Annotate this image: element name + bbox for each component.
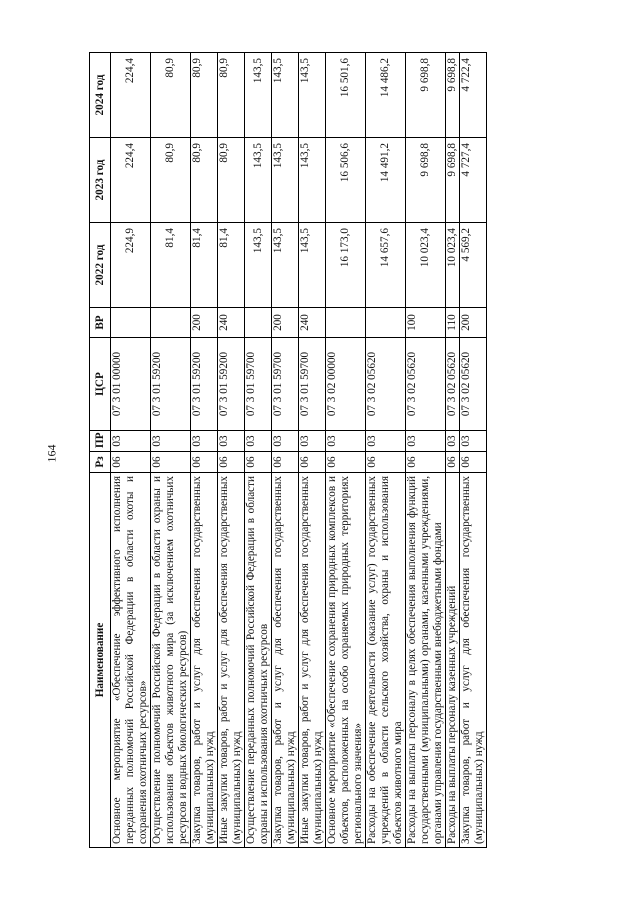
- table-row: [191, 53, 218, 848]
- table-row: [460, 53, 487, 848]
- row-vr-cell: 240: [299, 308, 326, 338]
- header-2023: 2023 год: [90, 138, 111, 223]
- row-name-cell: Расходы на обеспечение деятельности (оказание услуг) государственных учреждений в области сельского хозяйства, охраны и использования объектов животного мира: [366, 473, 406, 848]
- row-csr-cell: 07 3 01 59200: [191, 338, 218, 431]
- row-2024-cell: 143,5: [272, 53, 299, 138]
- row-csr-cell: 07 3 01 59200: [151, 338, 191, 431]
- row-2023-cell: 224,4: [111, 138, 151, 223]
- header-2024: 2024 год: [90, 53, 111, 138]
- header-row: [90, 53, 111, 848]
- row-2022-cell: 81,4: [218, 223, 245, 308]
- row-2024-cell: 14 486,2: [366, 53, 406, 138]
- row-rz-cell: 06: [218, 452, 245, 473]
- row-name-cell: Расходы на выплаты персоналу казенных учреждений: [446, 473, 460, 848]
- row-vr-cell: 200: [191, 308, 218, 338]
- row-2023-cell: 16 506,6: [326, 138, 366, 223]
- row-2022-cell: 81,4: [151, 223, 191, 308]
- row-vr-cell: 240: [218, 308, 245, 338]
- row-csr-cell: 07 3 01 00000: [111, 338, 151, 431]
- row-2023-cell: 143,5: [245, 138, 272, 223]
- row-2023-cell: 143,5: [299, 138, 326, 223]
- row-pr-cell: 03: [151, 431, 191, 452]
- table-row: [218, 53, 245, 848]
- row-pr-cell: 03: [326, 431, 366, 452]
- row-2024-cell: 80,9: [218, 53, 245, 138]
- row-2024-cell: 16 501,6: [326, 53, 366, 138]
- header-2022: 2022 год: [90, 223, 111, 308]
- table-row: [151, 53, 191, 848]
- row-2023-cell: 4 727,4: [460, 138, 487, 223]
- row-2024-cell: 80,9: [151, 53, 191, 138]
- header-name: Наименование: [90, 473, 111, 848]
- table-row: [406, 53, 446, 848]
- rotated-table-container: [89, 53, 556, 848]
- row-2023-cell: 9 698,8: [406, 138, 446, 223]
- row-vr-cell: [326, 308, 366, 338]
- row-name-cell: Закупка товаров, работ и услуг для обеспечения государственных (муниципальных) нужд: [191, 473, 218, 848]
- row-2024-cell: 9 698,8: [406, 53, 446, 138]
- row-2024-cell: 9 698,8: [446, 53, 460, 138]
- row-2023-cell: 9 698,8: [446, 138, 460, 223]
- row-rz-cell: 06: [406, 452, 446, 473]
- row-vr-cell: 100: [406, 308, 446, 338]
- row-csr-cell: 07 3 01 59200: [218, 338, 245, 431]
- row-name-cell: Иные закупки товаров, работ и услуг для обеспечения государственных (муниципальных) нужд: [299, 473, 326, 848]
- row-2023-cell: 14 491,2: [366, 138, 406, 223]
- table-row: [446, 53, 460, 848]
- row-csr-cell: 07 3 02 05620: [460, 338, 487, 431]
- table-row: [366, 53, 406, 848]
- header-csr: ЦСР: [90, 338, 111, 431]
- row-vr-cell: 200: [460, 308, 487, 338]
- table-row: [272, 53, 299, 848]
- row-csr-cell: 07 3 02 00000: [326, 338, 366, 431]
- row-pr-cell: 03: [446, 431, 460, 452]
- row-name-cell: Осуществление переданных полномочий Российской Федерации в области охраны и использования охотничьих ресурсов: [245, 473, 272, 848]
- row-2023-cell: 80,9: [218, 138, 245, 223]
- table-row: [326, 53, 366, 848]
- table-row: [111, 53, 151, 848]
- page-number: 164: [44, 444, 59, 463]
- row-pr-cell: 03: [111, 431, 151, 452]
- header-pr: ПР: [90, 431, 111, 452]
- row-2022-cell: 143,5: [245, 223, 272, 308]
- row-2024-cell: 143,5: [245, 53, 272, 138]
- row-2024-cell: 4 722,4: [460, 53, 487, 138]
- row-csr-cell: 07 3 01 59700: [272, 338, 299, 431]
- row-vr-cell: 200: [272, 308, 299, 338]
- row-rz-cell: 06: [191, 452, 218, 473]
- row-2024-cell: 224,4: [111, 53, 151, 138]
- row-2023-cell: 80,9: [191, 138, 218, 223]
- row-rz-cell: 06: [245, 452, 272, 473]
- row-vr-cell: [151, 308, 191, 338]
- row-2022-cell: 81,4: [191, 223, 218, 308]
- header-rz: Рз: [90, 452, 111, 473]
- row-name-cell: Расходы на выплаты персоналу в целях обеспечения выполнения функций государственными (муниципальными) органами, казенными учреждениями, органами управления государственными внебюджетными фондами: [406, 473, 446, 848]
- row-name-cell: Закупка товаров, работ и услуг для обеспечения государственных (муниципальных) нужд: [460, 473, 487, 848]
- row-vr-cell: 110: [446, 308, 460, 338]
- row-2022-cell: 4 569,2: [460, 223, 487, 308]
- row-rz-cell: 06: [272, 452, 299, 473]
- table-row: [245, 53, 272, 848]
- row-pr-cell: 03: [406, 431, 446, 452]
- row-pr-cell: 03: [218, 431, 245, 452]
- row-name-cell: Основное мероприятие «Обеспечение сохранения природных комплексов и объектов, расположенных на особо охраняемых природных территориях регионального значения»: [326, 473, 366, 848]
- row-pr-cell: 03: [299, 431, 326, 452]
- row-vr-cell: [366, 308, 406, 338]
- row-name-cell: Закупка товаров, работ и услуг для обеспечения государственных (муниципальных) нужд: [272, 473, 299, 848]
- row-csr-cell: 07 3 01 59700: [299, 338, 326, 431]
- row-pr-cell: 03: [245, 431, 272, 452]
- row-pr-cell: 03: [191, 431, 218, 452]
- budget-table: [89, 52, 487, 848]
- row-2022-cell: 10 023,4: [446, 223, 460, 308]
- row-rz-cell: 06: [446, 452, 460, 473]
- row-vr-cell: [245, 308, 272, 338]
- row-rz-cell: 06: [111, 452, 151, 473]
- header-vr: ВР: [90, 308, 111, 338]
- row-rz-cell: 06: [326, 452, 366, 473]
- row-name-cell: Иные закупки товаров, работ и услуг для обеспечения государственных (муниципальных) нужд: [218, 473, 245, 848]
- row-2024-cell: 143,5: [299, 53, 326, 138]
- row-pr-cell: 03: [272, 431, 299, 452]
- table-row: [299, 53, 326, 848]
- row-2023-cell: 143,5: [272, 138, 299, 223]
- row-2022-cell: 143,5: [299, 223, 326, 308]
- row-csr-cell: 07 3 01 59700: [245, 338, 272, 431]
- row-rz-cell: 06: [299, 452, 326, 473]
- row-name-cell: Основное мероприятие «Обеспечение эффективного исполнения переданных полномочий Российской Федерации в области охоты и сохранения охотничьих ресурсов»: [111, 473, 151, 848]
- row-rz-cell: 06: [151, 452, 191, 473]
- row-2024-cell: 80,9: [191, 53, 218, 138]
- row-pr-cell: 03: [460, 431, 487, 452]
- row-name-cell: Осуществление полномочий Российской Федерации в области охраны и использования объектов животного мира (за исключением охотничьих ресурсов и водных биологических ресурсов): [151, 473, 191, 848]
- row-rz-cell: 06: [366, 452, 406, 473]
- row-2022-cell: 16 173,0: [326, 223, 366, 308]
- row-pr-cell: 03: [366, 431, 406, 452]
- row-2022-cell: 14 657,6: [366, 223, 406, 308]
- row-2023-cell: 80,9: [151, 138, 191, 223]
- row-csr-cell: 07 3 02 05620: [446, 338, 460, 431]
- row-2022-cell: 224,9: [111, 223, 151, 308]
- row-csr-cell: 07 3 02 05620: [406, 338, 446, 431]
- row-csr-cell: 07 3 02 05620: [366, 338, 406, 431]
- row-vr-cell: [111, 308, 151, 338]
- row-2022-cell: 10 023,4: [406, 223, 446, 308]
- row-rz-cell: 06: [460, 452, 487, 473]
- row-2022-cell: 143,5: [272, 223, 299, 308]
